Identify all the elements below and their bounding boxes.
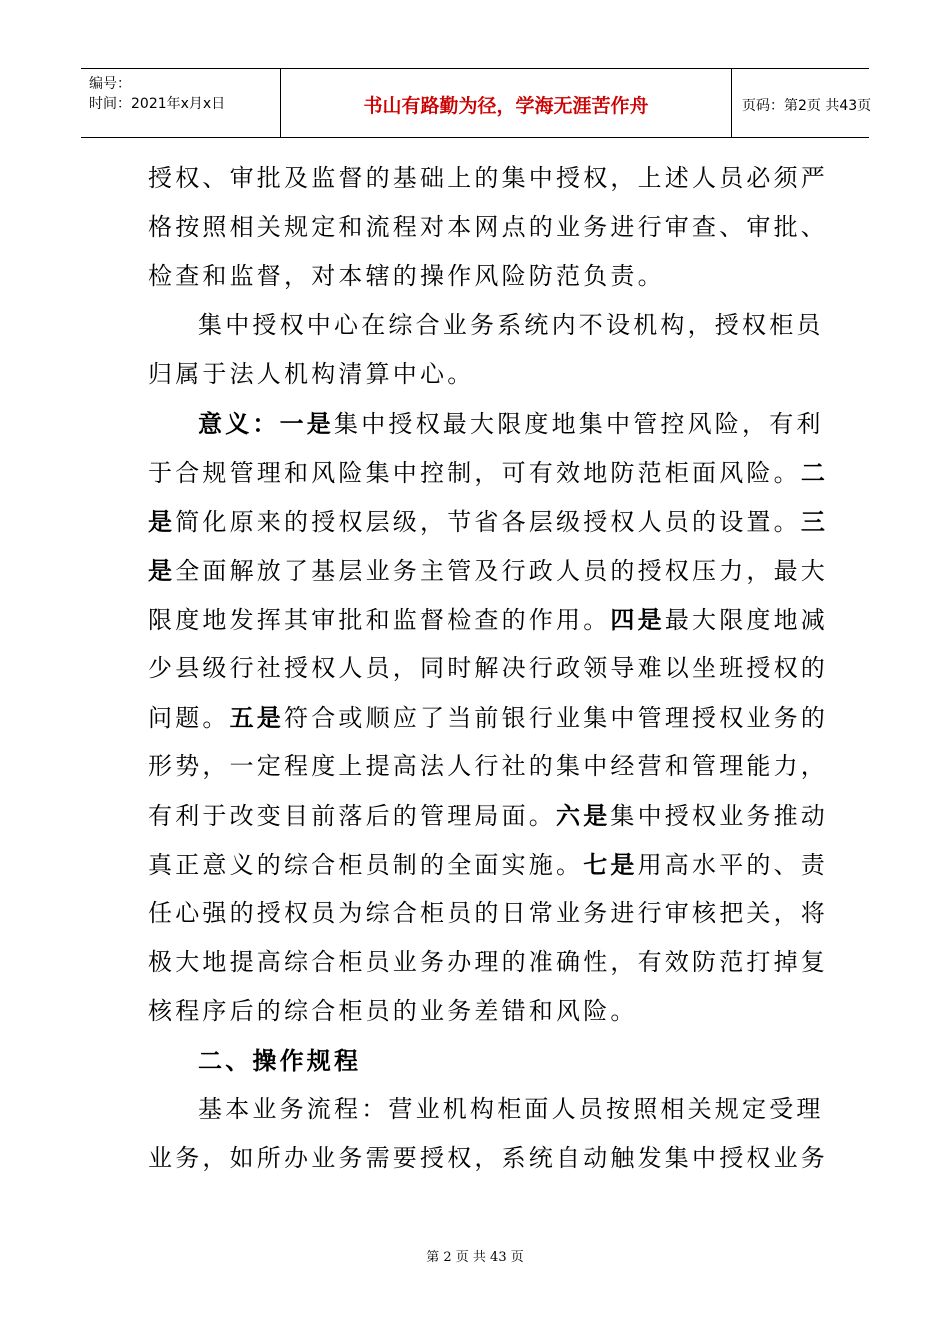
text-span: 符合或顺应了当前银行业集中管理授权业务的 [284,704,829,732]
text-line [148,497,829,546]
text-line [148,791,829,840]
motto: 书山有路勤为径，学海无涯苦作舟 [363,95,649,117]
bold-marker: 七是 [583,850,638,879]
text-line: 极大地提高综合柜员业务办理的准确性，有效防范打掉复 [148,948,828,976]
bold-marker: 是 [148,507,176,536]
header-meta-cell [81,69,281,137]
text-line: 形势，一定程度上提高法人行社的集中经营和管理能力， [148,752,828,780]
document-body [148,154,829,1183]
page-footer: 第 2 页 共 43 页 [426,1250,524,1265]
page-info: 页码：第2页 共43页 [742,98,872,114]
code-label: 编号： [89,76,131,92]
bold-marker: 四是 [610,605,665,634]
page-header [81,68,872,138]
text-line: 授权、审批及监督的基础上的集中授权，上述人员必须严 [148,164,828,192]
text-line [148,546,829,595]
text-line [148,693,829,742]
text-line: 集中授权中心在综合业务系统内不设机构，授权柜员 [198,311,824,339]
text-span: 问题。 [148,704,230,732]
bold-marker: 二 [800,458,829,487]
bold-marker: 五是 [229,703,285,732]
text-span: 真正意义的综合柜员制的全面实施。 [148,851,584,879]
date-label: 时间：2021年x月x日 [89,96,226,112]
bold-marker: 六是 [556,801,611,830]
bold-marker: 三 [800,507,829,536]
section-heading: 二、操作规程 [198,1046,362,1075]
text-span: 简化原来的授权层级，节省各层级授权人员的设置。 [175,508,801,536]
text-span: 全面解放了基层业务主管及行政人员的授权压力，最大 [175,557,829,585]
text-span: 有利于改变目前落后的管理局面。 [148,802,556,830]
text-span: 于合规管理和风险集中控制，可有效地防范柜面风险。 [148,459,801,487]
text-line: 格按照相关规定和流程对本网点的业务进行审查、审批、 [148,213,828,241]
text-span: 集中授权最大限度地集中管控风险，有利 [334,410,824,438]
bold-marker: 意义：一是 [198,409,334,438]
text-span: 限度地发挥其审批和监督检查的作用。 [148,606,611,634]
text-line: 少县级行社授权人员，同时解决行政领导难以坐班授权的 [148,654,828,682]
text-line [148,448,829,497]
text-line [148,595,829,644]
header-page-cell [732,69,872,137]
text-line: 归属于法人机构清算中心。 [148,360,475,388]
text-span: 用高水平的、责 [637,851,829,879]
text-span: 集中授权业务推动 [610,802,829,830]
text-line: 基本业务流程：营业机构柜面人员按照相关规定受理 [198,1095,824,1123]
text-line [148,840,829,889]
text-line [148,399,824,448]
bold-marker: 是 [148,556,176,585]
text-line: 任心强的授权员为综合柜员的日常业务进行审核把关，将 [148,899,828,927]
header-motto-cell [281,69,732,137]
text-line: 检查和监督，对本辖的操作风险防范负责。 [148,262,665,290]
text-line: 业务，如所办业务需要授权，系统自动触发集中授权业务 [148,1144,828,1172]
text-line: 核程序后的综合柜员的业务差错和风险。 [148,997,638,1025]
text-span: 最大限度地减 [664,606,829,634]
